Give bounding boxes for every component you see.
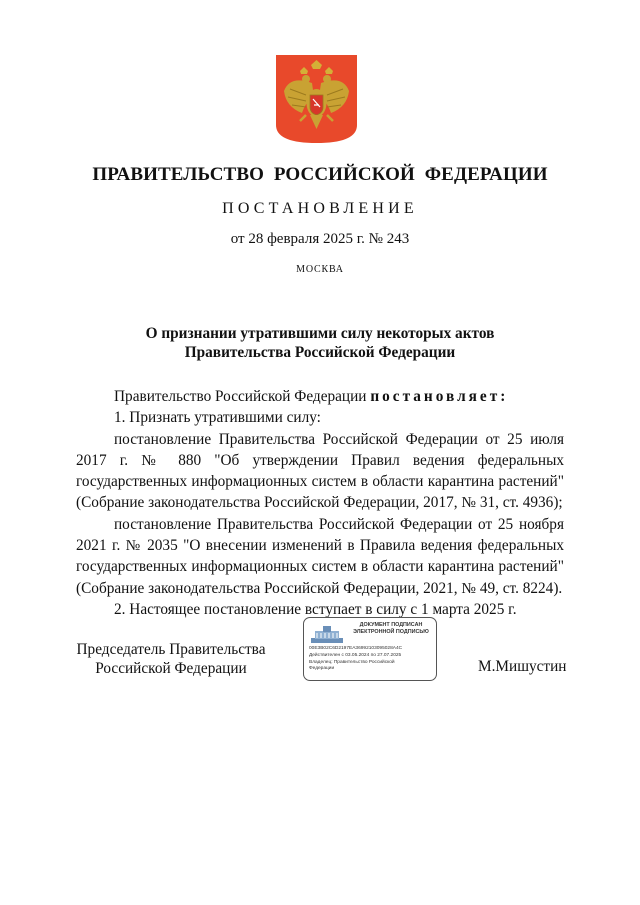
- stamp-certificate: 00E3B02C6D2197EA36992103095028A4C: [309, 646, 403, 651]
- document-heading: [0, 324, 640, 362]
- intro-paragraph: [76, 386, 564, 407]
- heading-line-2: Правительства Российской Федерации: [184, 344, 456, 361]
- document-type: ПОСТАНОВЛЕНИЕ: [222, 200, 418, 217]
- signer-position: [76, 640, 266, 678]
- electronic-signature-stamp: [303, 617, 437, 681]
- repealed-act-1: постановление Правительства Российской Федерации от 25 июля 2017 г. № 880 "Об утверждении Правил ведения федеральных государственных информационных систем в области карантина растений" (Собрание законодательства Российской Федерации, 2017, № 31, ст. 4936);: [76, 430, 564, 512]
- item-2: 2. Настоящее постановление вступает в силу с 1 марта 2025 г.: [114, 600, 517, 618]
- item-1: 1. Признать утратившими силу:: [114, 409, 321, 427]
- stamp-owner-line-2: Федерации: [309, 666, 335, 671]
- government-title: ПРАВИТЕЛЬСТВО РОССИЙСКОЙ ФЕДЕРАЦИИ: [92, 164, 548, 185]
- stamp-header-line-1: ДОКУМЕНТ ПОДПИСАН: [359, 622, 423, 628]
- double-headed-eagle-icon: [276, 55, 357, 143]
- intro-text: Правительство Российской Федерации: [114, 388, 371, 405]
- signer-position-line-2: Российской Федерации: [95, 660, 247, 677]
- heading-line-1: О признании утратившими силу некоторых актов: [145, 325, 495, 342]
- coat-of-arms-emblem: [276, 55, 357, 143]
- document-body: [76, 386, 564, 620]
- stamp-header-line-2: ЭЛЕКТРОННОЙ ПОДПИСЬЮ: [353, 629, 429, 635]
- signer-name: М.Мишустин: [478, 658, 567, 675]
- document-city: МОСКВА: [296, 264, 344, 275]
- stamp-header: [346, 622, 436, 636]
- repealed-act-2: постановление Правительства Российской Федерации от 25 ноября 2021 г. № 2035 "О внесении изменений в Правила ведения федеральных государственных информационных систем в области карантина растений" (Собрание законодательства Российской Федерации, 2021, № 49, ст. 8224).: [76, 515, 564, 597]
- stamp-validity: Действителен с 03.05.2024 по 27.07.2025: [309, 653, 402, 658]
- intro-resolves: постановляет:: [370, 388, 509, 405]
- stamp-owner-line-1: Владелец: Правительство Российской: [309, 660, 395, 665]
- signer-position-line-1: Председатель Правительства: [76, 641, 266, 658]
- document-date-number: от 28 февраля 2025 г. № 243: [230, 231, 410, 247]
